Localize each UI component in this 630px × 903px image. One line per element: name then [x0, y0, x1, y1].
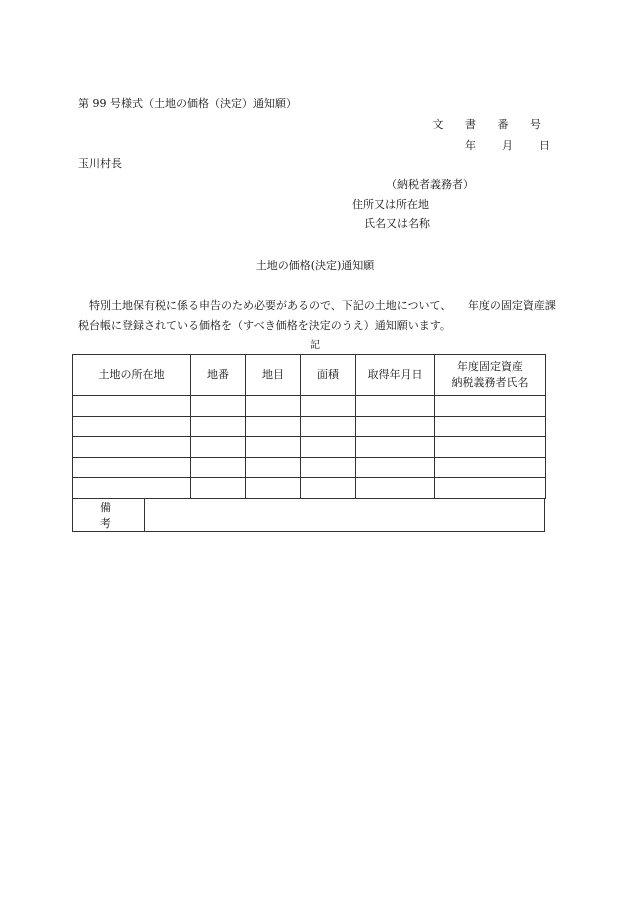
table-header-row — [73, 355, 546, 396]
table-row — [73, 396, 546, 417]
cell[interactable] — [356, 396, 435, 417]
header-taxpayer-line2: 納税義務者氏名 — [451, 376, 529, 389]
cell[interactable] — [435, 457, 546, 478]
document-title: 土地の価格(決定)通知願 — [255, 259, 375, 272]
ki-heading: 記 — [310, 340, 320, 351]
remarks-label: 備 考 — [73, 499, 145, 532]
cell[interactable] — [301, 396, 356, 417]
name-label: 氏名又は名称 — [364, 217, 430, 230]
header-location: 土地の所在地 — [73, 355, 191, 396]
cell[interactable] — [246, 416, 301, 437]
header-acquisition-date: 取得年月日 — [356, 355, 435, 396]
cell[interactable] — [301, 478, 356, 499]
cell[interactable] — [435, 437, 546, 458]
cell[interactable] — [356, 457, 435, 478]
date-month: 月 — [502, 139, 513, 152]
body-paragraph: 特別土地保有税に係る申告のため必要があるので、下記の土地について、 年度の固定資産課税台帳に登録されている価格を（すべき価格を決定のうえ）通知願います。 — [78, 299, 556, 332]
cell[interactable] — [246, 396, 301, 417]
table-row — [73, 478, 546, 499]
table-row — [73, 437, 546, 458]
cell[interactable] — [73, 396, 191, 417]
cell[interactable] — [301, 416, 356, 437]
land-table — [72, 354, 546, 499]
cell[interactable] — [73, 457, 191, 478]
header-taxpayer-name — [435, 355, 546, 396]
date-day: 日 — [539, 139, 550, 152]
header-taxpayer-line1: 年度固定資産 — [457, 360, 523, 373]
header-area: 面積 — [301, 355, 356, 396]
cell[interactable] — [191, 416, 246, 437]
date-line — [465, 138, 550, 154]
taxpayer-role: （納税者義務者） — [386, 178, 474, 191]
cell[interactable] — [73, 416, 191, 437]
cell[interactable] — [301, 457, 356, 478]
address-label: 住所又は所在地 — [352, 198, 429, 211]
cell[interactable] — [435, 478, 546, 499]
cell[interactable] — [191, 457, 246, 478]
cell[interactable] — [435, 396, 546, 417]
date-year: 年 — [465, 139, 476, 152]
cell[interactable] — [435, 416, 546, 437]
cell[interactable] — [301, 437, 356, 458]
cell[interactable] — [191, 478, 246, 499]
document-number-label: 文 書 番 号 — [432, 118, 550, 131]
header-land-category: 地目 — [246, 355, 301, 396]
remarks-field[interactable] — [145, 499, 545, 532]
cell[interactable] — [191, 396, 246, 417]
remarks-row — [73, 499, 545, 532]
recipient: 玉川村長 — [78, 157, 122, 170]
cell[interactable] — [246, 457, 301, 478]
cell[interactable] — [73, 437, 191, 458]
cell[interactable] — [73, 478, 191, 499]
table-row — [73, 416, 546, 437]
form-number: 第 99 号様式（土地の価格（決定）通知願） — [78, 97, 297, 110]
cell[interactable] — [246, 437, 301, 458]
cell[interactable] — [246, 478, 301, 499]
cell[interactable] — [191, 437, 246, 458]
table-row — [73, 457, 546, 478]
cell[interactable] — [356, 416, 435, 437]
header-lot-number: 地番 — [191, 355, 246, 396]
cell[interactable] — [356, 478, 435, 499]
remarks-table — [72, 498, 545, 532]
cell[interactable] — [356, 437, 435, 458]
